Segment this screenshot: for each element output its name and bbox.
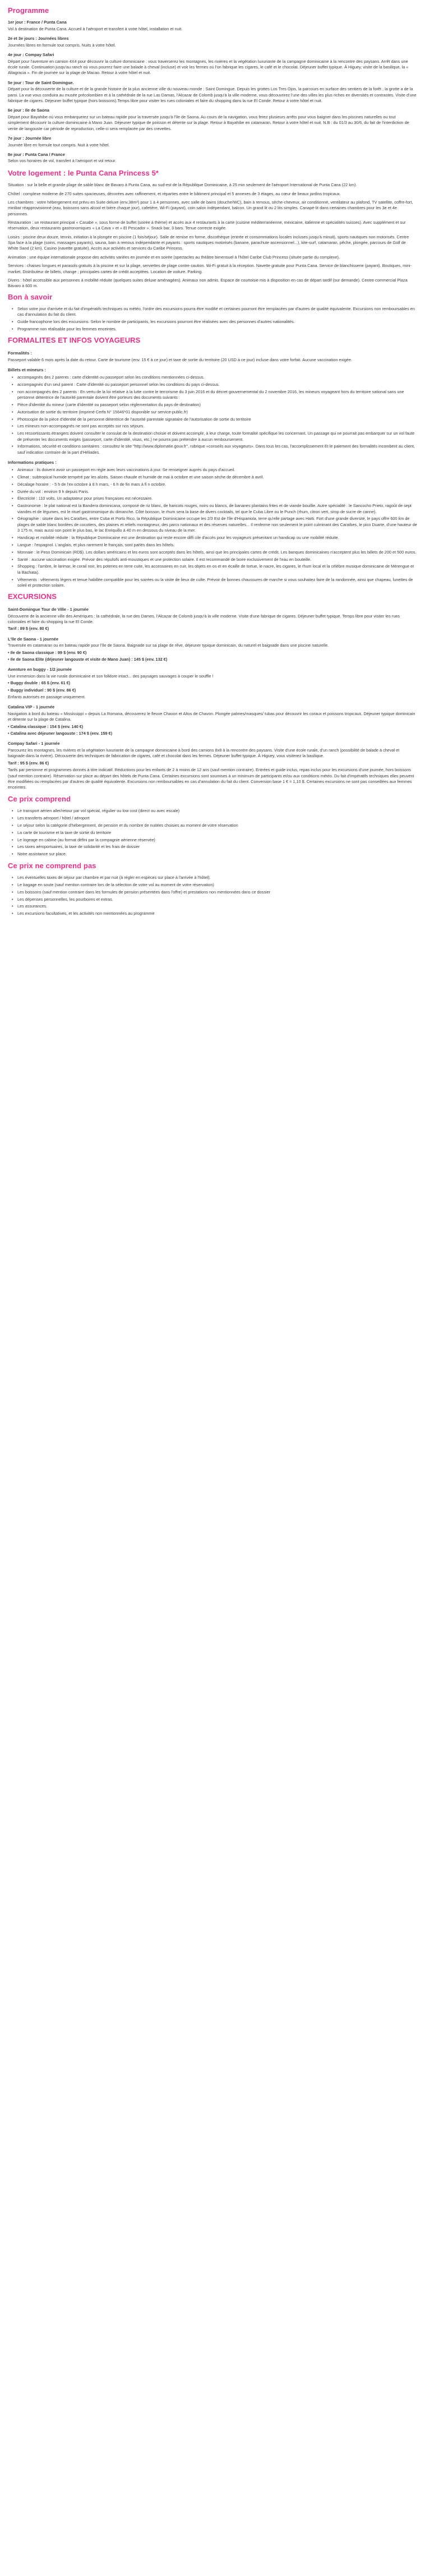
list-item: • Shopping : l'ambre, le larimar, le corail noir, les poteries en terre cuite, les accessoires en cuir, les objets en os et en écaille de tortue, le nacre, les cigares, le rhum local et la célèbre musique dominicaine de Mérengue et la Bachata). — [14, 564, 417, 575]
excursions-section-title: EXCURSIONS — [8, 592, 57, 601]
program-day — [8, 108, 417, 132]
excursion-title: Saint-Domingue Tour de Ville - 1 journée — [8, 606, 89, 612]
formalities-section-title: FORMALITES ET INFOS VOYAGEURS — [8, 336, 141, 345]
excursion-body: Parcourez les montagnes, les rivières et la végétation luxuriante de la campagne dominicaine à bord des camions 8x8 à la rencontre des paysans. Visite d'une école rurale, d'un ranch (possibilité de balade à cheval et baignade dans la rivière). Découverte des techniques de fabrication de cigares, café et chocolat dans les fermes. Déjeuner buffet typique. À Higuey, vous visiterez la basilique. — [8, 748, 400, 759]
price-excludes-list — [8, 875, 417, 917]
program-day-text: Départ pour la découverte de la culture et de la grande histoire de la plus ancienne ville du nouveau monde : Saint Domingue. Depuis les grottes Los Tres Ojos, la parcours en surface des sentiers de la forêt ; la grotte a de la paroi. La vue vous conduira au musée précolombien et à la cathédrale de la rue Las Damas, l'Alcazar de Colomb jusqu'à la ville moderne, vous découvrirez l'une des villes les plus riches en diversités et contrastes. Visite d'une fabrique de cigares. Déjeuner buffet typique (hors boissons).Temps libre pour visiter les rues coloniales et faire du shopping dans la rue El Conde. Retour à votre hôtel et nuit. — [8, 86, 417, 104]
excursion-price: • Ile de Saona classique : 99 $ (env. 90 €) — [8, 649, 87, 655]
excursion-note: Enfants autorisés en passage uniquement. — [8, 694, 86, 700]
list-item: • Notre assistance sur place. — [14, 851, 417, 857]
list-item: • Les assurances. — [14, 904, 417, 909]
list-item: • Climat : subtropical humide tempéré par les alizés. Saison chaude et humide de mai à octobre et une saison sèche de décembre à avril. — [14, 474, 417, 480]
hotel-section-title: Votre logement : le Punta Cana Princess 5* — [8, 168, 159, 177]
list-item: • Pièce d'identité du mineur (carte d'identité ou passeport selon réglementation du pays de destination) — [14, 402, 417, 408]
list-item: • Selon votre jour d'arrivée et du fait d'impératifs techniques ou météo, l'ordre des excursions pourra être modifié et certaines pourront être remplacées par d'autres de qualité équivalente. Excursions non remboursables en cas d'annulation du fait du client. — [14, 306, 417, 318]
list-item: • Animaux : ils doivent avoir un passeport en règle avec leurs vaccinations à jour. Se renseigner auprès du pays d'accueil. — [14, 467, 417, 473]
excursion-title: Aventure en buggy - 1/2 journée — [8, 667, 72, 672]
hotel-paragraph: Animation : une équipe internationale propose des activités variées en journée et en soirée (spectacles au théâtre bimensuel à l'hôtel Caribe Club Princess (située partie du complexe). — [8, 254, 340, 260]
good-to-know-list — [8, 306, 417, 332]
list-item: • Santé : aucune vaccination exigée. Prévoir des répulsifs anti-moustiques et une protection solaire. Il est recommandé de boire exclusivement de l'eau en bouteille. — [14, 557, 417, 563]
excursion-note: Tarifs par personne et programmes donnés à titre indicatif. Réductions pour les enfants de 2 à moins de 12 ans (sauf mention contraire). Entrées et guide inclus, repas inclus pour les excursions d'une journée, hors boissons (sauf mention contraire). Réservation sur place au départ des hôtels de Punta Cana. Certaines excursions sont soumises à un minimum de participants et/ou aux conditions météo. Du fait d'impératifs techniques elles peuvent être modifiées ou remplacées par d'autres de qualité équivalente. Excursions non remboursables en cas d'annulation du fait du client. Conversion base 1 € = 1,10 $. Certaines excursions ne sont pas conseillées aux femmes enceintes. — [8, 767, 414, 790]
tickets-minors-list — [8, 375, 417, 455]
excursion-title: Compay Safari - 1 journée — [8, 741, 60, 746]
excursion-body: Traversée en catamaran ou en bateau rapide pour l'île de Saona. Baignade sur sa plage de rêve, déjeuner typique dominicain, du naturel et baignade dans une piscine naturelle. — [8, 643, 329, 648]
list-item: • Géographie : située dans les Caraïbes, entre Cuba et Porto Rico, la République Dominicaine occupe les 2/3 Est de l'île d'Hispaniola, terre qu'elle partage avec Haïti. Fort d'une grande diversité, le pays offre 600 km de plages de sable blanc bordées de cocotiers, des plaines et reliefs montagneux, des parcs nationaux et des réserves naturelles... Il renferme non seulement le point culminant des Caraïbes, le pico Duarte, d'une hauteur de 3 175 m, mais aussi son point le plus bas, le lac Enriquillo à 40 m en dessous du niveau de la mer. — [14, 516, 417, 533]
excursion-item — [8, 667, 417, 700]
list-item: • Les excursions facultatives, et les activités non mentionnées au programme — [14, 911, 417, 916]
list-item: • Gastronomie : le plat national est la Bandera dominicana, composé de riz blanc, de haricots rouges, noirs ou blancs, de bananes plantains frites et de viande bouillie. Autre spécialité : le Sancocho Prieto, ragoût de sept viandes et de légumes, est le rituel gastronomique du dimanche. Côté boisson, le rhum sera la base de divers cocktails, tel que le Cuba Libre ou le Punch (rhum, citron vert, sirop de sucre de canne). — [14, 503, 417, 515]
page-title: Programme — [8, 6, 49, 15]
hotel-paragraph: Divers : hôtel accessible aux personnes à mobilité réduite (quelques suites deluxe aménagées). Animaux non admis. Espace de courtoisie mis à disposition en cas de départ tardif (sur demande). Centre commercial Plaza Bávaro à 600 m. — [8, 277, 408, 289]
price-includes-title: Ce prix comprend — [8, 794, 71, 803]
excursion-item — [8, 637, 417, 663]
program-day — [8, 36, 417, 48]
excursion-body: Navigation à bord du bateau « Mississippi » depuis La Romana, découverez le fleuve Chavon et Altos de Chavon. Plongée palmes/masques/ tubas pour découvrir les coraux et poissons tropicaux. Déjeuner typique dominicain et détente sur la plage de Catalina. — [8, 711, 415, 722]
excursion-price: • Catalina classique : 154 $ (env. 140 €) — [8, 724, 84, 729]
list-item: • accompagnés des 2 parents : carte d'identité ou passeport selon les conditions mentionnées ci-dessus. — [14, 375, 417, 380]
excursion-body: Découverte de la ancienne ville des Amériques : la cathédrale, la rue des Dames, l'Alcazar de Colomb jusqu'à la ville moderne. Visite d'une fabrique de cigares. Déjeuner buffet typique. Temps libre pour visiter les rues coloniales et faire du shopping la rue El Conde. — [8, 613, 400, 624]
list-item: • Les taxes aéroportuaires, la taxe de solidarité et les frais de dossier — [14, 844, 417, 850]
list-item: • Le transport aérien aller/retour par vol spécial, régulier ou low cost (direct ou avec escale) — [14, 808, 417, 814]
list-item: • Handicap et mobilité réduite : la République Dominicaine est une destination qui reste encore diffi cile d'accès pour les voyageurs présentant un handicap ou une mobilité réduite. — [14, 535, 417, 541]
list-item: • non accompagnés des 2 parents : En vertu de la loi relative à la lutte contre le terrorisme du 3 juin 2016 et du décret gouvernemental du 2 novembre 2016, les mineurs voyageant hors du territoire national sans une personne détentrice de l'autorité parentale doivent être porteurs des documents suivants : — [14, 389, 417, 401]
program-day-title: 6e jour : Ile de Saona — [8, 108, 49, 113]
practical-info-subtitle: Informations pratiques : — [8, 460, 57, 466]
excursion-price-alt: • Catalina avec déjeuner langouste : 174 $ (env. 159 €) — [8, 731, 113, 736]
travel-brochure-page — [0, 0, 425, 932]
excursion-title: L'île de Saona - 1 journée — [8, 636, 59, 642]
excursion-price-alt: • Ile de Saona Elite (déjeuner langouste et visite de Mano Juan) : 145 $ (env. 132 €) — [8, 656, 168, 662]
excursion-price: Tarif : 95 $ (env. 86 €) — [8, 760, 49, 766]
hotel-paragraph: Les chambres : votre hébergement est prévu en Suite deluxe (env.38m²) pour 1 à 4 personnes, avec salle de bains (douche/WC), bain à remous, sèche-cheveux, air conditionné, ventilateur au plafond, TV satellite, coffre-fort, minibar réapprovisionné (eau, boissons sans alcool et bière chaque jour), cafetière, Wi-Fi (payant), coin salon indépendant, balcon. Un grand lit ou 2 lits simples. Canapé-lit dans certaines chambres pour les 3e et 4e personnes. — [8, 199, 413, 216]
hotel-paragraph: Loisirs : piscine deux douze, tennis, initiation à la plongée en piscine (1 fois/séjour). Salle de remise en forme, discothèque (entrée et consommations locales incluses jusqu'à minuit), sports nautiques non motorisés. Centre Spa face à la plage (soins, massages payants), sauna, bain à remous indépendante et payants : sports nautiques motorisés (banane, parachute ascensionnel...), kite-surf, catamaran, pêche, plongée, parcours de Golf de White Sand (2 km). Casino (navette gratuite). Accès aux activités et services du Caribe Princess. — [8, 234, 409, 251]
program-day-text: Selon vos horaires de vol, transfert à l'aéroport et vol retour. — [8, 158, 117, 164]
excursion-price: • Buggy double : 65 $ (env. 61 €) — [8, 680, 71, 686]
good-to-know-title: Bon à savoir — [8, 292, 53, 301]
excursion-body: Une immersion dans la vie rurale dominicaine et son folklore intact... des paysages sauvages à couper le souffle ! — [8, 673, 214, 679]
formalities-intro: Passeport valable 6 mois après la date du retour. Carte de tourisme (env. 15 € à ce jour) et taxe de sortie du territoire (20 USD à ce jour) incluse dans votre forfait. Aucune vaccination exigée. — [8, 357, 352, 362]
excursion-item — [8, 607, 417, 632]
list-item: • Le bagage en soute (sauf mention contraire lors de la sélection de votre vol au moment de votre réservation) — [14, 882, 417, 888]
list-item: • La carte de tourisme et la taxe de sortie du territoire — [14, 830, 417, 836]
price-excludes-title: Ce prix ne comprend pas — [8, 861, 96, 870]
excursion-title: Catalina VIP - 1 journée — [8, 704, 55, 710]
hotel-paragraph: Services : chaises longues et parasols gratuits à la piscine et sur la plage, serviettes de plage contre caution. Wi-Fi gratuit à la réception. Navette gratuite pour Punta Cana. Service de blanchisserie (payant). Boutiques, mini-market. Distributeur de billets, change ; principales cartes de crédit acceptées. Location de voiture. Parking. — [8, 263, 412, 274]
list-item: • Le séjour selon la catégorie d'hébergement, de pension et du nombre de nuitées choisies au moment de votre réservation — [14, 823, 417, 828]
program-day-title: 7e jour : Journée libre — [8, 135, 52, 141]
list-item: • Les boissons (sauf mention contraire dans les formules de pension présentées dans l'offre) et prestations non mentionnées dans ce dossier — [14, 890, 417, 895]
list-item: • Programme non réalisable pour les femmes enceintes. — [14, 326, 417, 332]
list-item: • Monnaie : le Peso Dominicain (RD$). Les dollars américains et les euros sont acceptés dans les hôtels, ainsi que les principales cartes de crédit. Les banques dominicaines n'acceptent plus les billets de 200 et 500 euros. — [14, 550, 417, 555]
program-day — [8, 52, 417, 76]
program-day — [8, 152, 417, 164]
program-day — [8, 136, 417, 148]
program-day — [8, 20, 417, 32]
program-day-text: Journées libres en formule tout compris. Nuits à votre hôtel. — [8, 42, 116, 48]
excursion-price-alt: • Buggy individuel : 90 $ (env. 86 €) — [8, 687, 76, 693]
tickets-minors-subtitle: Billets et mineurs : — [8, 367, 46, 373]
program-day — [8, 80, 417, 104]
list-item: • Les transferts aéroport / hôtel / aéroport — [14, 815, 417, 821]
excursion-price: Tarif : 89 $ (env. 80 €) — [8, 626, 49, 632]
program-day-text: Départ pour l'aventure en camion 4X4 pour découvrir la culture dominicaine : vous traverserez les montagnes, les rivières et la végétation luxuriante de la campagne dominicaine à la rencontre des paysans. Arrêt dans une école rurale. Continuation jusqu'au ranch où vous pourrez faire une balade à cheval (incluse) et voir les fermes où l'on fabrique les cigares, le café et le chocolat. Déjeuner buffet typique. À Higuey, visite de la basilique, la « Altagracia ». Fin de journée sur la plage de Macao. Retour à votre hôtel et nuit. — [8, 58, 409, 76]
list-item: • Langue : l'espagnol. L'anglais, et plus rarement le français, sont parlés dans les hôtels. — [14, 542, 417, 548]
program-day-title: 1er jour : France / Punta Cana — [8, 20, 67, 25]
list-item: • Informations, sécurité et conditions sanitaires : consultez le site "http://www.diplomatie.gouv.fr", rubrique «conseils aux voyageurs». Dans tous les cas, l'accomplissement Et le paiement des formalités incombent au client, sauf indication contraire de la part d'Héliades. — [14, 444, 417, 455]
list-item: • Les éventuelles taxes de séjour par chambre et par nuit (à régler en espèces sur place à l'arrivée à l'hôtel). — [14, 875, 417, 881]
price-includes-list — [8, 808, 417, 858]
hotel-paragraph: Restauration : un restaurant principal « Casabe », sous forme de buffet (soirée à thème) et accès aux 4 restaurants à la carte (cuisine méditerranéenne, mexicaine, italienne et spécialités suisses). Avec supplément et sur réservation, deux restaurants gastronomiques « La Cava » et « El Pescador ». Snack bar, 3 bars. Tenue correcte exigée. — [8, 219, 406, 231]
excursion-item — [8, 741, 417, 790]
list-item: • Durée du vol : environ 9 h depuis Paris. — [14, 489, 417, 495]
list-item: • Électricité : 110 volts. Un adaptateur pour prises françaises est nécessaire. — [14, 496, 417, 501]
list-item: • Les ressortissants étrangers doivent consulter le consulat de la destination choisie et doivent accomplir, à leur charge, toute formalité spécifique les concernant. Un passage qui ne pourrait pas embarquer sur un vol faute de présenter les documents exigés (passeport, carte d'identité, visas, etc.) ne pourra pas prétendre à aucun remboursement. — [14, 431, 417, 443]
program-day-title: 2e et 3e jours : Journées libres — [8, 36, 69, 42]
program-day-title: 4e jour : Compay Safari — [8, 52, 54, 58]
list-item: • Autorisation de sortie du territoire (imprimé Cerfa N° 15646*01 disponible sur service-public.fr) — [14, 409, 417, 415]
hotel-paragraph: Situation : sur la belle et grande plage de sable blanc de Bavaro à Punta Cana, au sud-est de la République Dominicaine, à 25 min seulement de l'aéroport International de Punta Cana (22 km). — [8, 182, 357, 188]
list-item: • Guide francophone lors des excursions. Selon le nombre de participants, les excursions pourront être réalisées avec des personnes d'autres nationalités. — [14, 319, 417, 325]
practical-info-list — [8, 467, 417, 588]
list-item: • Les mineurs non-accompagnés ne sont pas acceptés sur nos séjours. — [14, 423, 417, 429]
program-day-text: Vol à destination de Punta Cana. Accueil à l'aéroport et transfert à votre hôtel, installation et nuit. — [8, 26, 183, 31]
list-item: • Le logeage en cabine (au format défini par la compagnie aérienne réservée) — [14, 837, 417, 843]
excursion-item — [8, 704, 417, 736]
list-item: • accompagnés d'un seul parent : Carte d'identité ou passeport personnel selon les conditions du pays ci-dessus. — [14, 382, 417, 388]
list-item: • Les dépenses personnelles, les pourboires et extras. — [14, 897, 417, 902]
hotel-paragraph: Chôtel : complexe moderne de 270 suites spacieuses, décorées avec raffinement, et réparties entre le bâtiment principal et 5 annexes de 3 étages, au cœur de beaux jardins tropicaux. — [8, 191, 341, 196]
program-day-text: Départ pour Bayahibe où vous embarquerez sur un bateau rapide pour la traversée jusqu'à l'île de Saona. Au cours de la navigation, vous ferez plusieurs arrêts pour vous baigner dans les piscines naturelles ou tout simplement découvrir la culture dominicaine à Mano Juan. Déjeuner typique de poisson et détente sur la plage. Retour à Bayahibe en catamaran. Retour à votre hôtel et nuit. N.B : du 01/3 au 30/6, du fait de l'interdiction de vente de langouste car période de reproduction, celle-ci sera remplacée par des crevettes. — [8, 114, 409, 131]
formalities-subtitle: Formalités : — [8, 350, 33, 356]
list-item: • Vêtements : vêtements légers et tenue habillée compatible pour les soirées ou la visite de lieux de culte. Prévoir de bonnes chaussures de marche si vous souhaitez faire de la randonnée, ainsi que chapeau, lunettes de soleil et protection solaire. — [14, 577, 417, 589]
list-item: • Décalage horaire : - 5 h de l'ex octobre à 8 h mars, - 6 h de fin mars à fi n octobre. — [14, 482, 417, 487]
program-day-title: 5e jour : Tour de Saint Domingue. — [8, 80, 74, 85]
program-day-title: 8e jour : Punta Cana / France — [8, 151, 65, 157]
list-item: • Photocopie de la pièce d'identité de la personne détentrice de l'autorité parentale signataire de l'autorisation de sortie du territoire — [14, 417, 417, 422]
program-day-text: Journée libre en formule tout compris. Nuit à votre hôtel. — [8, 142, 110, 148]
